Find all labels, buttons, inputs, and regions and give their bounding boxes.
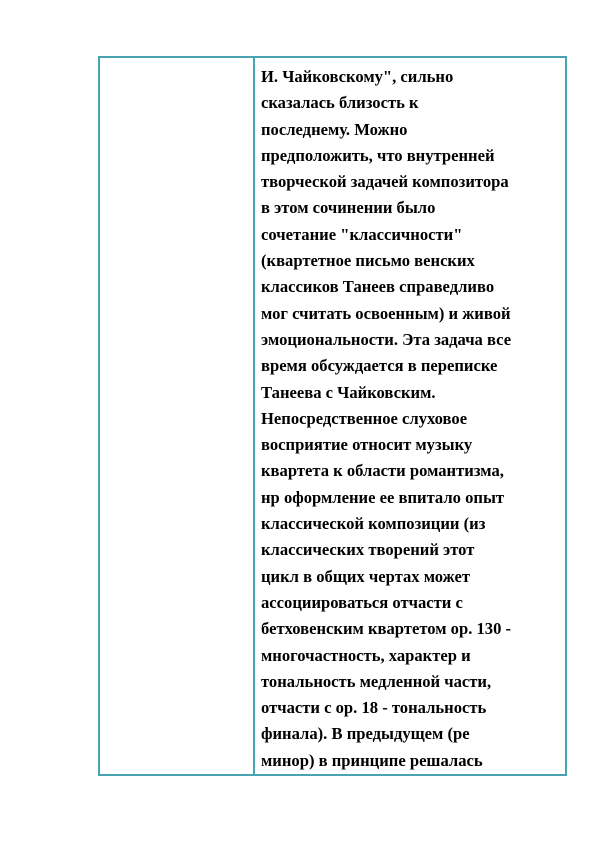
text-line: классиков Танеев справедливо [261, 277, 495, 297]
text-line: тональность медленной части, [261, 671, 492, 691]
right-cell-text [255, 58, 565, 774]
text-line: классических творений этот [261, 540, 475, 560]
text-line: ассоциироваться отчасти с [261, 592, 463, 612]
text-line: многочастность, характер и [261, 645, 471, 665]
text-line: квартета к области романтизма, [261, 461, 504, 481]
text-line: бетховенским квартетом ор. 130 - [261, 619, 512, 639]
text-line: И. Чайковскому", сильно [261, 67, 454, 86]
text-line: минор) в принципе решалась [261, 750, 483, 770]
text-line: в этом сочинении было [261, 198, 436, 218]
text-line: финала). В предыдущем (ре [261, 724, 470, 744]
text-line: сказалась близость к [261, 93, 419, 113]
text-line: время обсуждается в переписке [261, 356, 498, 376]
text-line: Танеева с Чайковским. [261, 382, 436, 402]
text-line: предположить, что внутренней [261, 145, 495, 165]
text-line: восприятие относит музыку [261, 435, 473, 455]
text-line: сочетание "классичности" [261, 224, 463, 244]
text-line: цикл в общих чертах может [261, 566, 470, 586]
text-line: творческой задачей композитора [261, 172, 509, 192]
content-table [98, 56, 567, 776]
text-line: последнему. Можно [261, 119, 408, 139]
right-cell [254, 57, 566, 775]
text-line: классической композиции (из [261, 514, 486, 534]
text-line: Непосредственное слуховое [261, 408, 468, 428]
text-line: мог считать освоенным) и живой [261, 303, 511, 323]
table-row [99, 57, 566, 775]
left-cell [99, 57, 254, 775]
text-line: эмоциональности. Эта задача все [261, 329, 512, 349]
text-line: (квартетное письмо венских [261, 251, 475, 271]
text-line: отчасти с ор. 18 - тональность [261, 698, 487, 718]
text-line: нр оформление ее впитало опыт [261, 487, 505, 507]
